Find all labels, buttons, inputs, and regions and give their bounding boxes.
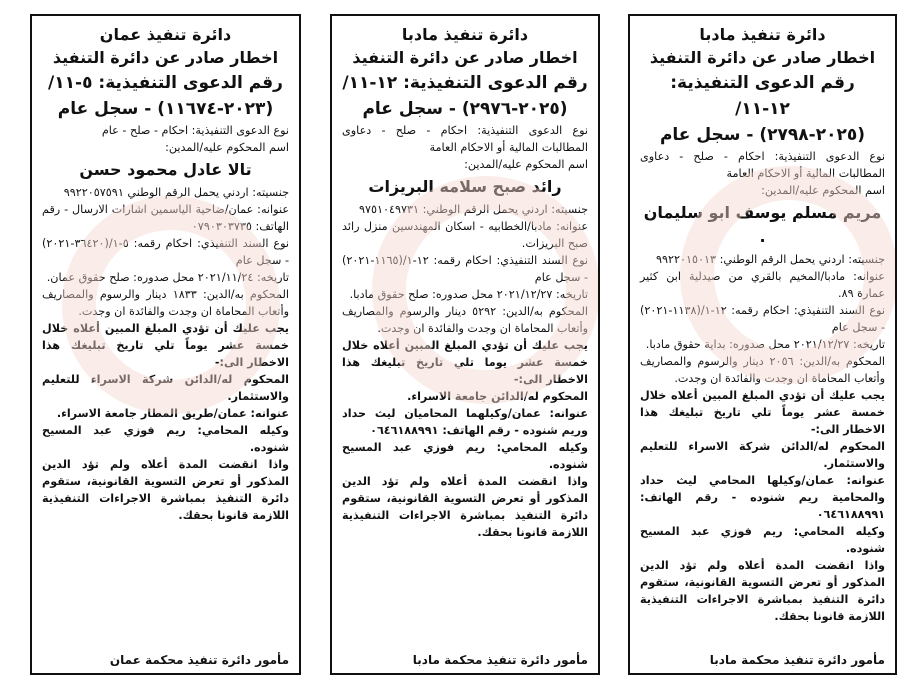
office-title: دائرة تنفيذ عمان xyxy=(99,25,232,44)
office-title: دائرة تنفيذ مادبا xyxy=(401,25,529,44)
debtor-name: تالا عادل محمود حسن xyxy=(79,160,252,179)
amount: المحكوم به/الدين: ١٨٣٣ دينار والرسوم والمصاريف وأتعاب المحاماة ان وجدت والفائدة ان وجدت. xyxy=(42,288,289,318)
case-year: (٢٠٢٥-٢٩٧٦) - سجل عام xyxy=(362,99,568,119)
warning: واذا انقضت المدة أعلاه ولم تؤد الدين المذكور أو تعرض التسوية القانونية، ستقوم دائرة التنفيذ بمباشرة الاجراءات التنفيذية اللازمة قانونا بحقك. xyxy=(342,475,588,539)
must-pay: يجب عليك أن تؤدي المبلغ المبين أعلاه خلال خمسة عشر يوماً تلي تاريخ تبليغك هذا الاخطار الى:- xyxy=(640,389,885,436)
case-year: (٢٠٢٣-١١٦٧٤) - سجل عام xyxy=(57,99,274,119)
footer-signature: مأمور دائرة تنفيذ محكمة عمان xyxy=(109,653,289,667)
creditor: المحكوم له/الدائن جامعة الاسراء. xyxy=(407,390,588,403)
debtor-name: رائد صبح سلامه البريزات xyxy=(368,177,562,196)
footer-signature: مأمور دائرة تنفيذ محكمة مادبا xyxy=(412,653,588,667)
warning: واذا انقضت المدة أعلاه ولم تؤد الدين المذكور أو تعرض التسوية القانونية، ستقوم دائرة التنفيذ بمباشرة الاجراءات التنفيذية اللازمة قانونا بحقك. xyxy=(42,458,289,522)
case-type: نوع الدعوى التنفيذية: احكام - صلح - عام xyxy=(101,124,289,137)
footer-signature: مأمور دائرة تنفيذ محكمة مادبا xyxy=(709,653,885,667)
creditor-address: عنوانه: عمان/وكيلهما المحاميان ليث حداد وريم شنوده - رقم الهاتف: ٠٦٤٦١٨٨٩٩١ xyxy=(342,407,588,437)
document-date: تاريخه: ٢٠٢١/١٢/٢٧ محل صدوره: صلح حقوق مادبا. xyxy=(349,288,588,301)
warning: واذا انقضت المدة أعلاه ولم تؤد الدين المذكور أو تعرض التسوية القانونية، ستقوم دائرة التنفيذ بمباشرة الاجراءات التنفيذية اللازمة قانونا بحقك. xyxy=(640,559,885,623)
case-number: رقم الدعوى التنفيذية: ٥-١١/ xyxy=(48,73,283,93)
document-date: تاريخه: ٢٠٢١/١١/٢٤ محل صدوره: صلح حقوق عمان. xyxy=(46,271,289,284)
amount: المحكوم به/الدين: ٥٢٩٢ دينار والرسوم والمصاريف وأتعاب المحاماة ان وجدت والفائدة ان وجدت. xyxy=(342,305,589,335)
lawyer: وكيله المحامي: ريم فوزي عبد المسيح شنوده. xyxy=(640,525,885,555)
lawyer: وكيله المحامي: ريم فوزي عبد المسيح شنوده. xyxy=(42,424,289,454)
creditor: المحكوم له/الدائن شركة الاسراء للتعليم والاستثمار. xyxy=(42,373,289,403)
case-number: رقم الدعوى التنفيذية: ١٢-١١/ xyxy=(670,73,855,119)
lawyer: وكيله المحامي: ريم فوزي عبد المسيح شنوده. xyxy=(342,441,588,471)
address: عنوانه: عمان/ضاحية الياسمين اشارات الارسال - رقم الهاتف: ٠٧٩٠٣٠٣٧٣٥ xyxy=(42,203,289,233)
nationality: جنسيته: اردني يحمل الرقم الوطني: ٩٩٢٢٠١٥٠١٣ xyxy=(655,253,885,266)
case-number: رقم الدعوى التنفيذية: ١٢-١١/ xyxy=(342,73,588,93)
case-type: نوع الدعوى التنفيذية: احكام - صلح - دعاوى المطالبات المالية أو الاحكام العامة xyxy=(640,150,885,180)
notice-amman xyxy=(30,14,301,675)
must-pay: يجب عليك أن تؤدي المبلغ المبين أعلاه خلال خمسة عشر يوما تلي تاريخ تبليغك هذا الاخطار الى:- xyxy=(342,339,588,386)
case-type: نوع الدعوى التنفيذية: احكام - صلح - دعاوى المطالبات المالية أو الاحكام العامة xyxy=(342,124,588,154)
address: عنوانه: مادبا/الخطابيه - اسكان المهندسين منزل رائد صبح البريزات. xyxy=(342,220,588,250)
document-type: نوع السند التنفيذي: احكام رقمه: ١٢-١/(١١٦٥-٢٠٢١) - سجل عام xyxy=(342,254,588,284)
amount: المحكوم به/الدين: ٢٠٥٦ دينار والرسوم والمصاريف وأتعاب المحاماة ان وجدت والفائدة ان وجدت. xyxy=(640,355,886,385)
case-year: (٢٠٢٥-٢٧٩٨) - سجل عام xyxy=(659,125,866,145)
debtor-label: اسم المحكوم عليه/المدين: xyxy=(761,184,885,197)
address: عنوانه: مادبا/المخيم بالقري من صيدلية ابن كثير عمارة ٨٩. xyxy=(640,270,885,300)
creditor-address: عنوانه: عمان/طريق المطار جامعة الاسراء. xyxy=(56,407,289,420)
document-type: نوع السند التنفيذي: احكام رقمه: ١٢-١/(١١٣٨-٢٠٢١) - سجل عام xyxy=(640,304,885,334)
document-date: تاريخه: ٢٠٢١/١٢/٢٧ محل صدوره: بداية حقوق مادبا. xyxy=(645,338,885,351)
notice-subtitle: اخطار صادر عن دائرة التنفيذ xyxy=(649,48,876,67)
nationality: جنسيته: اردني يحمل الرقم الوطني: ٩٧٥١٠٤٩٧٣١ xyxy=(358,203,588,216)
document-type: نوع السند التنفيذي: احكام رقمه: ٥-١/(٣٦٤٢٠-٢٠٢١) - سجل عام xyxy=(42,237,289,267)
notice-madaba-2 xyxy=(628,14,897,675)
creditor-address: عنوانه: عمان/وكيلها المحامي ليث حداد والمحامية ريم شنوده - رقم الهاتف: ٠٦٤٦١٨٨٩٩١ xyxy=(640,474,885,521)
office-title: دائرة تنفيذ مادبا xyxy=(699,25,826,44)
debtor-label: اسم المحكوم عليه/المدين: xyxy=(464,158,588,171)
debtor-name: مريم مسلم يوسف ابو سليمان . xyxy=(643,203,882,246)
creditor: المحكوم له/الدائن شركة الاسراء للتعليم والاستثمار. xyxy=(640,440,885,470)
notice-madaba-1 xyxy=(330,14,600,675)
must-pay: يجب عليك أن تؤدي المبلغ المبين أعلاه خلال خمسة عشر يوماً تلي تاريخ تبليغك هذا الاخطار الى:- xyxy=(42,322,289,369)
notice-subtitle: اخطار صادر عن دائرة التنفيذ xyxy=(52,48,279,67)
notice-subtitle: اخطار صادر عن دائرة التنفيذ xyxy=(352,48,578,67)
nationality: جنسيته: اردني يحمل الرقم الوطني ٩٩٢٢٠٥٧٥٩١ xyxy=(63,186,289,199)
debtor-label: اسم المحكوم عليه/المدين: xyxy=(165,141,289,154)
